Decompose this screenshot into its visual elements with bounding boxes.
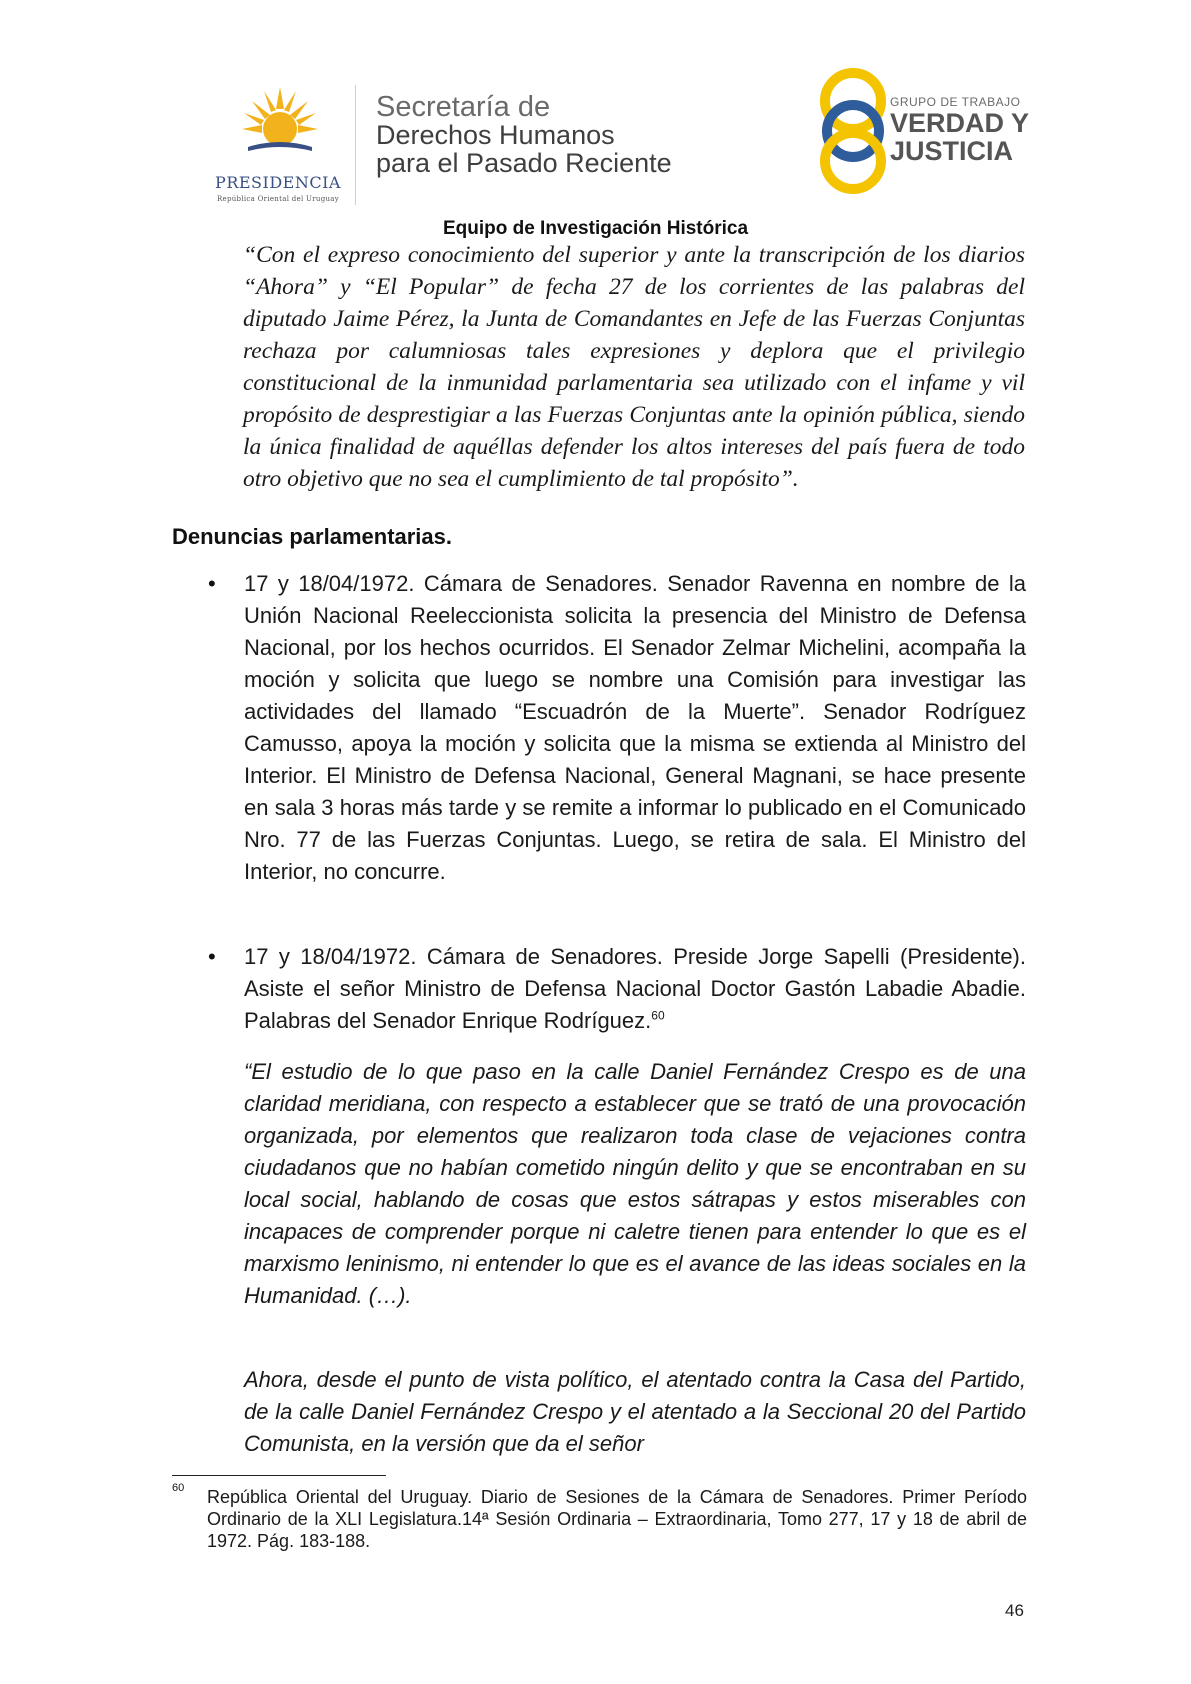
- secretaria-line1: Secretaría de: [376, 91, 551, 123]
- letterhead: [0, 55, 1191, 205]
- quote-rodriguez-2: Ahora, desde el punto de vista político, el atentado contra la Casa del Partido, de la calle Daniel Fernández Crespo y el atentado a la Seccional 20 del Partido Comunista, en la versión que da el señor: [244, 1367, 1026, 1456]
- list-item-2-text: 17 y 18/04/1972. Cámara de Senadores. Preside Jorge Sapelli (Presidente). Asiste el señor Ministro de Defensa Nacional Doctor Gastón Labadie Abadie. Palabras del Senador Enrique Rodríguez.: [244, 944, 1026, 1033]
- section-title: Denuncias parlamentarias.: [172, 524, 453, 549]
- grupo-line1: GRUPO DE TRABAJO: [890, 95, 1021, 109]
- footnote-rule: [172, 1475, 386, 1476]
- bullet-1: •: [208, 571, 216, 596]
- grupo-line3: JUSTICIA: [890, 136, 1014, 166]
- presidencia-logo: [198, 85, 358, 205]
- quote-rodriguez-1: “El estudio de lo que paso en la calle Daniel Fernández Crespo es de una claridad meridiana, con respecto a establecer que se trató de una provocación organizada, por elementos que realizaron toda clase de vejaciones contra ciudadanos que no habían cometido ningún delito y que se encontraban en su local social, hablando de cosas que estos sátrapas y estos miserables con incapaces de comprender porque ni caletre tienen para entender lo que es el marxismo leninismo, ni entender lo que es el avance de las ideas sociales en la Humanidad. (…).: [244, 1059, 1026, 1308]
- presidencia-name: PRESIDENCIA: [215, 173, 341, 192]
- sun-icon: [240, 85, 320, 165]
- secretaria-line2: Derechos Humanos: [376, 120, 615, 150]
- footnote-ref: 60: [651, 1008, 665, 1023]
- grupo-trabajo-logotype: [890, 95, 1029, 165]
- bullet-2: •: [208, 944, 216, 969]
- header-divider: [355, 85, 356, 205]
- presidencia-subtitle: República Oriental del Uruguay: [216, 195, 340, 203]
- secretaria-logotype: [376, 93, 672, 177]
- secretaria-line3: para el Pasado Reciente: [376, 148, 672, 178]
- footnote-number: 60: [172, 1482, 185, 1494]
- footnote-text: República Oriental del Uruguay. Diario de Sesiones de la Cámara de Senadores. Primer Período Ordinario de la XLI Legislatura.14ª Sesión Ordinaria – Extraordinaria, Tomo 277, 17 y 18 de abril de 1972. Pág. 183-188.: [207, 1487, 1027, 1551]
- page-number: 46: [1005, 1601, 1024, 1620]
- team-heading: Equipo de Investigación Histórica: [442, 218, 749, 239]
- list-item-1: 17 y 18/04/1972. Cámara de Senadores. Senador Ravenna en nombre de la Unión Nacional Reeleccionista solicita la presencia del Ministro de Defensa Nacional, por los hechos ocurridos. El Senador Zelmar Michelini, acompaña la moción y solicita que luego se nombre una Comisión para investigar las actividades del llamado “Escuadrón de la Muerte”. Senador Rodríguez Camusso, apoya la moción y solicita que la misma se extienda al Ministro del Interior. El Ministro de Defensa Nacional, General Magnani, se hace presente en sala 3 horas más tarde y se remite a informar lo publicado en el Comunicado Nro. 77 de las Fuerzas Conjuntas. Luego, se retira de sala. El Ministro del Interior, no concurre.: [244, 571, 1026, 884]
- grupo-line2: VERDAD Y: [890, 108, 1030, 138]
- list-item-2: [244, 941, 1026, 1037]
- quote-junta: “Con el expreso conocimiento del superior y ante la transcripción de los diarios “Ahora” y “El Popular” de fecha 27 de los corrientes de las palabras del diputado Jaime Pérez, la Junta de Comandantes en Jefe de las Fuerzas Conjuntas rechaza por calumniosas tales expresiones y deplora que el privilegio constitucional de la inmunidad parlamentaria sea utilizado con el infame y vil propósito de desprestigiar a las Fuerzas Conjuntas ante la opinión pública, siendo la única finalidad de aquéllas defender los altos intereses del país fuera de todo otro objetivo que no sea el cumplimiento de tal propósito”.: [243, 242, 1025, 492]
